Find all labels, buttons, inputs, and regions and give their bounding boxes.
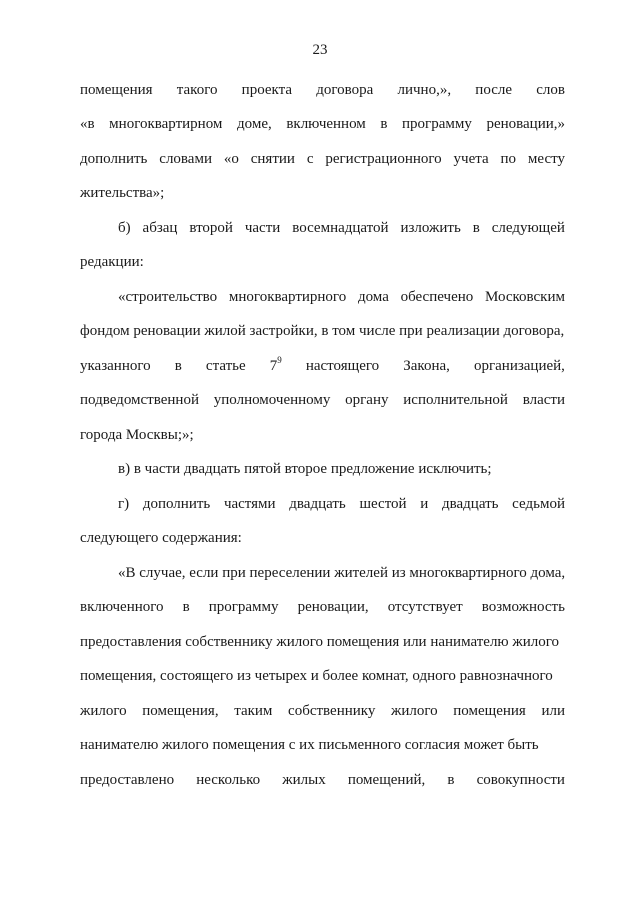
- text-line-19: [80, 702, 565, 720]
- word: дополнить: [80, 151, 148, 167]
- text-line-21: [80, 771, 565, 789]
- text-line-12: в) в части двадцать пятой второе предложение исключить;: [118, 461, 492, 477]
- word: части: [244, 220, 281, 236]
- word: помещения: [80, 82, 153, 98]
- word: г): [118, 496, 130, 512]
- word: обеспечено: [400, 289, 474, 305]
- text-line-13: [118, 495, 565, 513]
- word: двадцать: [441, 496, 499, 512]
- text-line-17: предоставления собственнику жилого помещения или нанимателю жилого: [80, 634, 560, 650]
- word: седьмой: [512, 496, 565, 512]
- word: «строительство: [118, 289, 218, 305]
- page-number: 23: [312, 42, 328, 58]
- text-line-7: [118, 288, 565, 306]
- word: проекта: [241, 82, 293, 98]
- word: такого: [176, 82, 218, 98]
- text-line-14: следующего содержания:: [80, 530, 242, 546]
- word: собственнику: [288, 703, 376, 719]
- word: многоквартирного: [228, 289, 347, 305]
- word: «о: [223, 151, 239, 167]
- text-line-11: города Москвы;»;: [80, 427, 194, 443]
- word: указанного: [80, 358, 151, 374]
- text-line-9: [80, 357, 565, 375]
- word: словами: [159, 151, 212, 167]
- word: по: [500, 151, 517, 167]
- word: слов: [536, 82, 565, 98]
- word: отсутствует: [387, 599, 463, 615]
- text-line-5: [118, 219, 565, 237]
- word: настоящего: [305, 358, 380, 374]
- word: следующей: [491, 220, 565, 236]
- text-line-10: [80, 391, 565, 409]
- word: после: [475, 82, 512, 98]
- word: учета: [453, 151, 489, 167]
- word: в: [472, 220, 480, 236]
- word: уполномоченному: [213, 392, 331, 408]
- word: возможность: [481, 599, 565, 615]
- word: несколько: [196, 772, 261, 788]
- word: месту: [527, 151, 565, 167]
- word: или: [541, 703, 565, 719]
- word: снятии: [250, 151, 295, 167]
- word: восемнадцатой: [292, 220, 389, 236]
- word: абзац: [142, 220, 178, 236]
- word: власти: [522, 392, 565, 408]
- text-line-8: фондом реновации жилой застройки, в том числе при реализации договора,: [80, 323, 565, 339]
- word: дополнить: [142, 496, 211, 512]
- word: б): [118, 220, 131, 236]
- word: договора: [316, 82, 374, 98]
- text-line-4: жительства»;: [80, 185, 165, 201]
- word: изложить: [400, 220, 461, 236]
- word: в: [174, 358, 182, 374]
- word: в: [380, 116, 388, 132]
- word: Московским: [485, 289, 565, 305]
- word: лично,»,: [397, 82, 452, 98]
- word: жилого: [80, 703, 127, 719]
- word: помещений,: [347, 772, 426, 788]
- word: двадцать: [289, 496, 346, 512]
- text-line-15: «В случае, если при переселении жителей из многоквартирного дома,: [118, 565, 566, 581]
- word: жилого: [390, 703, 438, 719]
- word: частями: [223, 496, 276, 512]
- word: статье: [205, 358, 246, 374]
- word: включенном: [286, 116, 366, 132]
- text-line-18: помещения, состоящего из четырех и более комнат, одного равнозначного: [80, 668, 553, 684]
- word: и: [420, 496, 429, 512]
- word: организацией,: [473, 358, 565, 374]
- word: программу: [208, 599, 279, 615]
- word: доме,: [237, 116, 272, 132]
- text-line-2: [80, 115, 565, 133]
- word: помещения: [453, 703, 526, 719]
- word: помещения,: [142, 703, 219, 719]
- word: подведомственной: [80, 392, 199, 408]
- word: реновации,»: [486, 116, 565, 132]
- word: органу: [345, 392, 389, 408]
- word: предоставлено: [80, 772, 175, 788]
- word: жилых: [282, 772, 326, 788]
- word: совокупности: [476, 772, 565, 788]
- word: многоквартирном: [109, 116, 223, 132]
- text-line-20: нанимателю жилого помещения с их письменного согласия может быть: [80, 737, 539, 753]
- word: программу: [402, 116, 472, 132]
- article-number: $7^9$: [269, 355, 282, 374]
- word: включенного: [80, 599, 164, 615]
- text-line-3: [80, 150, 565, 168]
- word: исполнительной: [403, 392, 508, 408]
- text-line-16: [80, 598, 565, 616]
- article-superscript: 9: [277, 355, 282, 365]
- word: регистрационного: [325, 151, 442, 167]
- word: «в: [80, 116, 95, 132]
- word: таким: [234, 703, 273, 719]
- word: шестой: [359, 496, 407, 512]
- word: второй: [189, 220, 233, 236]
- word: в: [182, 599, 190, 615]
- text-line-1: [80, 81, 565, 99]
- word: реновации,: [297, 599, 369, 615]
- word: дома: [357, 289, 389, 305]
- word: в: [447, 772, 455, 788]
- word: Закона,: [403, 358, 450, 374]
- word: с: [306, 151, 314, 167]
- text-line-6: редакции:: [80, 254, 144, 270]
